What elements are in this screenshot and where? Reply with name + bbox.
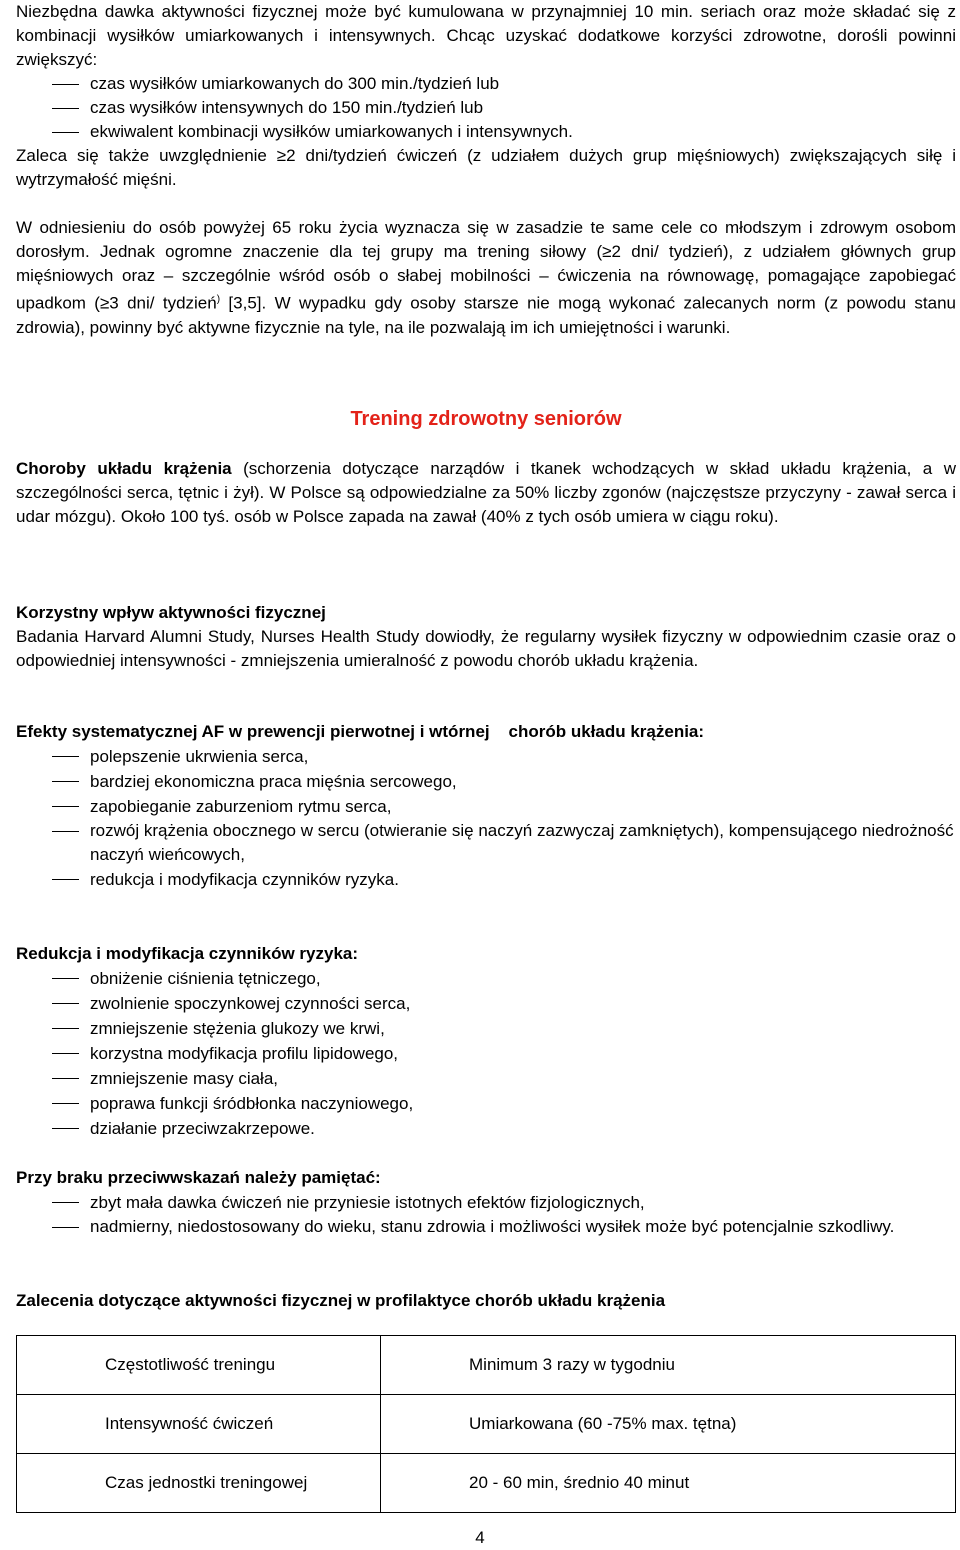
list-item: polepszenie ukrwienia serca, xyxy=(16,744,956,769)
list-item: bardziej ekonomiczna praca mięśnia sercowego, xyxy=(16,769,956,794)
list-item: zbyt mała dawka ćwiczeń nie przyniesie istotnych efektów fizjologicznych, xyxy=(16,1190,956,1215)
list-item: czas wysiłków umiarkowanych do 300 min./tydzień lub xyxy=(16,72,956,96)
effects-list xyxy=(16,744,956,892)
list-item: czas wysiłków intensywnych do 150 min./tydzień lub xyxy=(16,96,956,120)
table-cell: Czas jednostki treningowej xyxy=(17,1454,381,1513)
contra-block xyxy=(16,1166,956,1239)
table-cell: Minimum 3 razy w tygodniu xyxy=(381,1336,956,1395)
list-item: zapobieganie zaburzeniom rytmu serca, xyxy=(16,794,956,819)
list-item: nadmierny, niedostosowany do wieku, stanu zdrowia i możliwości wysiłek może być potencjalnie szkodliwy. xyxy=(16,1215,956,1239)
table-row xyxy=(17,1395,956,1454)
contra-heading: Przy braku przeciwwskazań należy pamiętać: xyxy=(16,1168,381,1187)
list-item: redukcja i modyfikacja czynników ryzyka. xyxy=(16,867,956,892)
section-title: Trening zdrowotny seniorów xyxy=(350,408,622,430)
recommendations-heading: Zalecenia dotyczące aktywności fizycznej w profilaktyce chorób układu krążenia xyxy=(16,1291,666,1310)
section-title-block xyxy=(16,406,956,432)
list-item: zwolnienie spoczynkowej czynności serca, xyxy=(16,991,956,1016)
table-cell: 20 - 60 min, średnio 40 minut xyxy=(381,1454,956,1513)
list-item: zmniejszenie stężenia glukozy we krwi, xyxy=(16,1016,956,1041)
list-item: rozwój krążenia obocznego w sercu (otwieranie się naczyń zazwyczaj zamkniętych), kompensującego niedrożność naczyń wieńcowych, xyxy=(16,819,956,867)
list-item: poprawa funkcji śródbłonka naczyniowego, xyxy=(16,1091,956,1116)
risk-list xyxy=(16,966,956,1141)
seniors-paragraph: W odniesieniu do osób powyżej 65 roku życia wyznacza się w zasadzie te same cele co młodszym i zdrowym osobom dorosłym. Jednak ogromne znaczenie dla tej grupy ma trening siłowy (≥2 dni/ tydzień), z udziałem głównych grup mięśniowych oraz – szczególnie wśród osób o słabej mobilności – ćwiczenia na równowagę, pomagające zapobiegać upadkom (≥3 dni/ tydzień) [3,5]. W wypadku gdy osoby starsze nie mogą wykonać zalecanych norm (z powodu stanu zdrowia), powinny być aktywne fizycznie na tyle, na ile pozwalają im ich umiejętności i warunki. xyxy=(16,218,956,337)
table-cell: Częstotliwość treningu xyxy=(17,1336,381,1395)
table-cell: Umiarkowana (60 -75% max. tętna) xyxy=(381,1395,956,1454)
recommendations-block xyxy=(16,1289,956,1313)
strength-paragraph: Zaleca się także uwzględnienie ≥2 dni/tydzień ćwiczeń (z udziałem dużych grup mięśniowych) zwiększających siłę i wytrzymałość mięśni. xyxy=(16,146,956,189)
effects-block xyxy=(16,720,956,892)
benefit-paragraph: Badania Harvard Alumni Study, Nurses Health Study dowiodły, że regularny wysiłek fizyczny w odpowiednim czasie oraz o odpowiedniej intensywności - zmniejszenia umieralność z powodu chorób układu krążenia. xyxy=(16,627,956,670)
cvd-block xyxy=(16,457,956,529)
table-cell: Intensywność ćwiczeń xyxy=(17,1395,381,1454)
benefit-heading: Korzystny wpływ aktywności fizycznej xyxy=(16,603,326,622)
benefit-block xyxy=(16,601,956,673)
list-item: korzystna modyfikacja profilu lipidowego, xyxy=(16,1041,956,1066)
list-item: działanie przeciwzakrzepowe. xyxy=(16,1116,956,1141)
cvd-paragraph: Choroby układu krążenia (schorzenia dotyczące narządów i tkanek wchodzących w skład układu krążenia, a w szczególności serca, tętnic i żył). W Polsce są odpowiedzialne za 50% liczby zgonów (najczęstsze przyczyny - zawał serca i udar mózgu). Około 100 tyś. osób w Polsce zapada na zawał (40% z tych osób umiera w ciągu roku). xyxy=(16,459,956,526)
recommendations-table xyxy=(16,1335,956,1513)
intro-section xyxy=(16,0,956,192)
page-number: 4 xyxy=(475,1528,485,1547)
list-item: zmniejszenie masy ciała, xyxy=(16,1066,956,1091)
risk-block xyxy=(16,942,956,1141)
list-item: obniżenie ciśnienia tętniczego, xyxy=(16,966,956,991)
contra-list xyxy=(16,1190,956,1239)
effects-heading: Efekty systematycznej AF w prewencji pierwotnej i wtórnej chorób układu krążenia: xyxy=(16,722,705,741)
risk-heading: Redukcja i modyfikacja czynników ryzyka: xyxy=(16,944,359,963)
table-row xyxy=(17,1336,956,1395)
list-item: ekwiwalent kombinacji wysiłków umiarkowanych i intensywnych. xyxy=(16,120,956,144)
seniors-paragraph-block xyxy=(16,216,956,340)
intro-list xyxy=(16,72,956,144)
recommendations-table-block xyxy=(16,1335,956,1513)
intro-paragraph: Niezbędna dawka aktywności fizycznej może być kumulowana w przynajmniej 10 min. seriach oraz może składać się z kombinacji wysiłków umiarkowanych i intensywnych. Chcąc uzyskać dodatkowe korzyści zdrowotne, dorośli powinni zwiększyć: xyxy=(16,2,956,69)
table-row xyxy=(17,1454,956,1513)
